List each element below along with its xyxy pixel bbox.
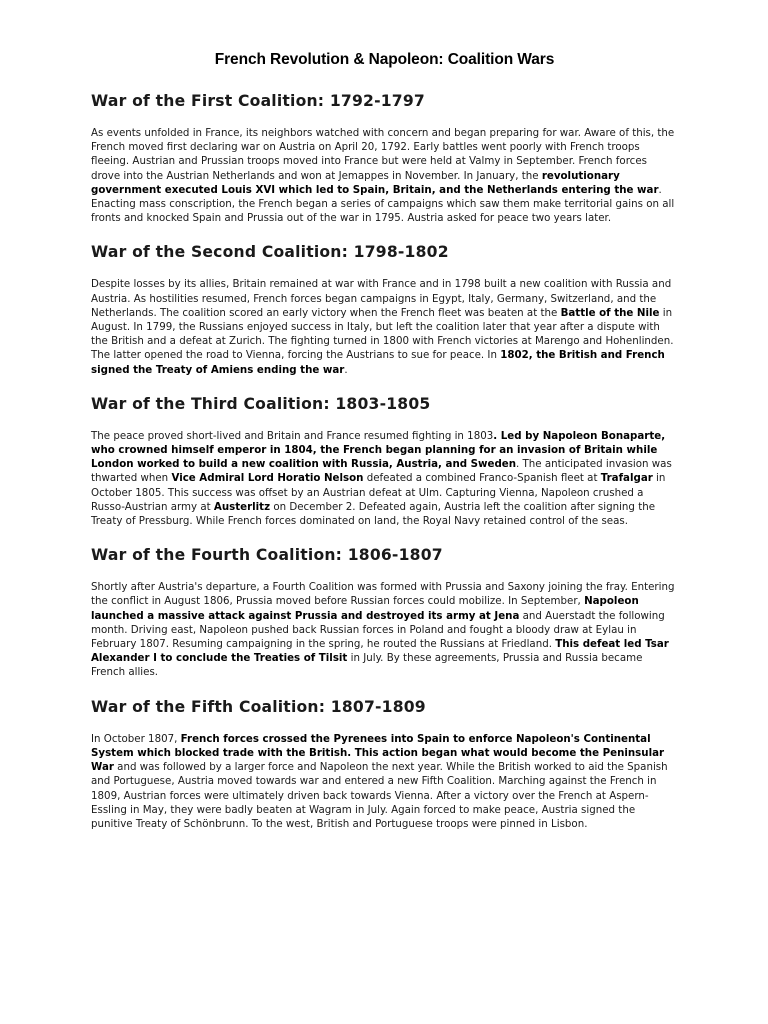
text-run: . The anticipated invasion was thwarted when — [91, 458, 672, 485]
text-run: and Auerstadt the following month. Driving east, Napoleon pushed back Russian forces in Poland and fought a bloody draw at Eylau in February 1807. Resuming campaigning in the spring, he routed the Russians at Friedland. — [91, 609, 665, 651]
section-heading: War of the Fourth Coalition: 1806-1807 — [91, 546, 443, 565]
bold-text-run: Trafalgar — [600, 472, 653, 485]
section-heading: War of the Third Coalition: 1803-1805 — [91, 394, 431, 413]
section-first-coalition — [91, 91, 678, 225]
text-run: As events unfolded in France, its neighbors watched with concern and began preparing for war. Aware of this, the French moved first declaring war on Austria on April 20, 1792. Early battles went poorly with French troops fleeing. Austrian and Prussian troops moved into France but were held at Valmy in September. French forces drove into the Austrian Netherlands and won at Jemappes in November. In January, the — [91, 127, 675, 182]
text-run: . — [344, 363, 348, 376]
section-paragraph — [91, 277, 678, 376]
bold-text-run: revolutionary government executed Louis XVI which led to Spain, Britain, and the Netherlands entering the war — [91, 169, 659, 196]
document-title: French Revolution & Napoleon: Coalition Wars — [214, 51, 555, 68]
text-run: and was followed by a larger force and Napoleon the next year. While the British worked to aid the Spanish and Portuguese, Austria moved towards war and entered a new Fifth Coalition. Marching against the French in 1809, Austrian forces were ultimately driven back towards Vienna. After a victory over the French at Aspern-Essling in May, they were badly beaten at Wagram in July. Again forced to make peace, Austria signed the punitive Treaty of Schönbrunn. To the west, British and Portuguese troops were pinned in Lisbon. — [91, 761, 668, 830]
section-fourth-coalition — [91, 545, 678, 679]
section-fifth-coalition — [91, 697, 678, 831]
bold-text-run: This defeat led Tsar Alexander I to conclude the Treaties of Tilsit — [91, 638, 669, 665]
text-run: Despite losses by its allies, Britain remained at war with France and in 1798 built a new coalition with Russia and Austria. As hostilities resumed, French forces began campaigns in Egypt, Italy, Germany, Switzerland, and the Netherlands. The coalition scored an early victory when the French fleet was beaten at the — [91, 278, 672, 319]
bold-text-run: Austerlitz — [213, 500, 271, 513]
text-run: defeated a combined Franco-Spanish fleet at — [363, 472, 601, 485]
section-third-coalition — [91, 394, 678, 528]
section-paragraph — [91, 126, 678, 225]
bold-text-run: Battle of the Nile — [560, 306, 660, 319]
text-run: in October 1805. This success was offset by an Austrian defeat at Ulm. Capturing Vienna, Napoleon crushed a Russo-Austrian army at — [91, 472, 666, 513]
text-run: in July. By these agreements, Prussia and Russia became French allies. — [91, 652, 643, 679]
bold-text-run: Vice Admiral Lord Horatio Nelson — [171, 472, 364, 485]
text-run: Shortly after Austria's departure, a Fourth Coalition was formed with Prussia and Saxony joining the fray. Entering the conflict in August 1806, Prussia moved before Russian forces could mobilize. In September, — [91, 581, 675, 608]
bold-text-run: . Led by Napoleon Bonaparte, who crowned himself emperor in 1804, the French began planning for an invasion of Britain while London worked to build a new coalition with Russia, Austria, and Sweden — [91, 429, 666, 471]
text-run: on December 2. Defeated again, Austria left the coalition after signing the Treaty of Pressburg. While French forces dominated on land, the Royal Navy retained control of the seas. — [91, 500, 656, 528]
section-heading: War of the Fifth Coalition: 1807-1809 — [91, 697, 426, 716]
bold-text-run: Napoleon launched a massive attack against Prussia and destroyed its army at Jena — [91, 595, 639, 622]
section-paragraph — [91, 732, 678, 831]
text-run: The peace proved short-lived and Britain and France resumed fighting in 1803 — [91, 429, 494, 442]
text-run: In October 1807, — [91, 732, 181, 745]
section-paragraph — [91, 429, 678, 528]
section-heading: War of the Second Coalition: 1798-1802 — [91, 243, 449, 262]
text-run: . Enacting mass conscription, the French began a series of campaigns which saw them make territorial gains on all fronts and knocked Spain and Prussia out of the war in 1795. Austria asked for peace two years later. — [91, 183, 675, 225]
section-heading: War of the First Coalition: 1792-1797 — [91, 92, 425, 110]
section-paragraph — [91, 580, 678, 679]
text-run: in August. In 1799, the Russians enjoyed success in Italy, but left the coalition later that year after a dispute with the British and a defeat at Zurich. The fighting turned in 1800 with French victories at Marengo and Hohenlinden. The latter opened the road to Vienna, forcing the Austrians to sue for peace. In — [91, 306, 674, 362]
bold-text-run: French forces crossed the Pyrenees into Spain to enforce Napoleon's Continental System which blocked trade with the British. This action began what would become the Peninsular War — [91, 732, 665, 774]
bold-text-run: 1802, the British and French signed the Treaty of Amiens ending the war — [91, 349, 665, 376]
section-second-coalition — [91, 242, 678, 376]
